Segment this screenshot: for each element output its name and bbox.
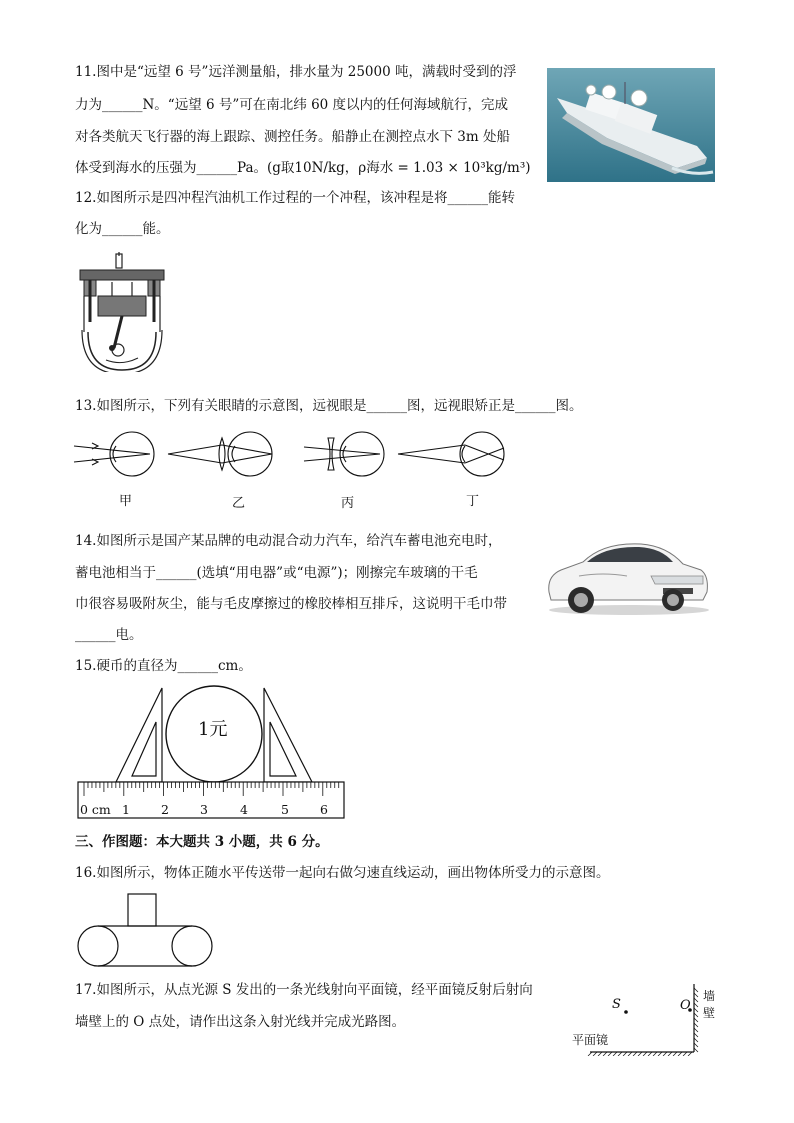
eye-label-jia: 甲 xyxy=(119,494,133,509)
point-o-label: O xyxy=(680,998,691,1013)
engine-diagram xyxy=(78,252,168,372)
point-s-label: S xyxy=(612,997,621,1012)
q14-line4: ______电。 xyxy=(75,627,143,643)
q14-line1: 14.如图所示是国产某品牌的电动混合动力汽车，给汽车蓄电池充电时， xyxy=(75,533,502,549)
ruler-tick-1: 1 xyxy=(122,802,130,817)
ruler-tick-4: 4 xyxy=(240,802,248,817)
eye-yi xyxy=(168,432,272,476)
q11-line4: 体受到海水的压强为______Pa。(g取10N/kg，ρ海水 = 1.03 × 10³kg/m³) xyxy=(75,160,531,176)
q11-line2: 力为______N。“远望 6 号”可在南北纬 60 度以内的任何海域航行，完成 xyxy=(75,97,509,113)
coin-label: 1元 xyxy=(198,719,228,740)
q17-line1: 17.如图所示，从点光源 S 发出的一条光线射向平面镜，经平面镜反射后射向 xyxy=(75,982,533,998)
wall-label-2: 壁 xyxy=(703,1006,716,1020)
q12-line1: 12.如图所示是四冲程汽油机工作过程的一个冲程，该冲程是将______能转 xyxy=(75,190,515,206)
ruler-tick-2: 2 xyxy=(161,802,169,817)
point-s-dot xyxy=(624,1010,628,1014)
q14-line3: 巾很容易吸附灰尘，能与毛皮摩擦过的橡胶棒相互排斥，这说明干毛巾带 xyxy=(75,596,507,612)
eye-jia xyxy=(74,432,154,476)
left-set-square xyxy=(116,688,162,782)
q14-line2: 蓄电池相当于______(选填“用电器”或“电源”)；刚擦完车玻璃的干毛 xyxy=(75,565,478,581)
section3-title: 三、作图题：本大题共 3 小题，共 6 分。 xyxy=(75,834,329,850)
q12-line2: 化为______能。 xyxy=(75,221,170,237)
eye-label-bing: 丙 xyxy=(341,496,355,511)
coin-ruler-diagram xyxy=(76,684,348,820)
ruler-tick-3: 3 xyxy=(200,802,208,817)
q11-line3: 对各类航天飞行器的海上跟踪、测控任务。船静止在测控点水下 3m 处船 xyxy=(75,129,510,145)
wall-label-1: 墙 xyxy=(703,989,716,1003)
eye-diagrams xyxy=(72,428,542,484)
mirror-label: 平面镜 xyxy=(572,1033,609,1047)
eye-label-ding: 丁 xyxy=(466,494,480,509)
q13-line1: 13.如图所示，下列有关眼睛的示意图，远视眼是______图，远视眼矫正是______图。 xyxy=(75,398,583,414)
ruler-tick-5: 5 xyxy=(281,802,289,817)
q15-line1: 15.硬币的直径为______cm。 xyxy=(75,658,252,674)
right-set-square xyxy=(264,688,312,782)
block-object xyxy=(128,894,156,926)
ruler-unit-label: 0 cm xyxy=(80,802,111,817)
q16-line1: 16.如图所示，物体正随水平传送带一起向右做匀速直线运动，画出物体所受力的示意图。 xyxy=(75,865,610,881)
ruler-tick-6: 6 xyxy=(320,802,328,817)
eye-bing xyxy=(304,432,384,476)
eye-label-yi: 乙 xyxy=(232,496,246,511)
q17-line2: 墙壁上的 O 点处，请作出这条入射光线并完成光路图。 xyxy=(75,1014,406,1030)
q11-line1: 11.图中是“远望 6 号”远洋测量船，排水量为 25000 吨，满载时受到的浮 xyxy=(75,64,517,80)
ship-photo xyxy=(547,68,715,182)
eye-ding xyxy=(398,432,504,476)
car-photo xyxy=(543,536,711,616)
conveyor-diagram xyxy=(76,892,216,972)
